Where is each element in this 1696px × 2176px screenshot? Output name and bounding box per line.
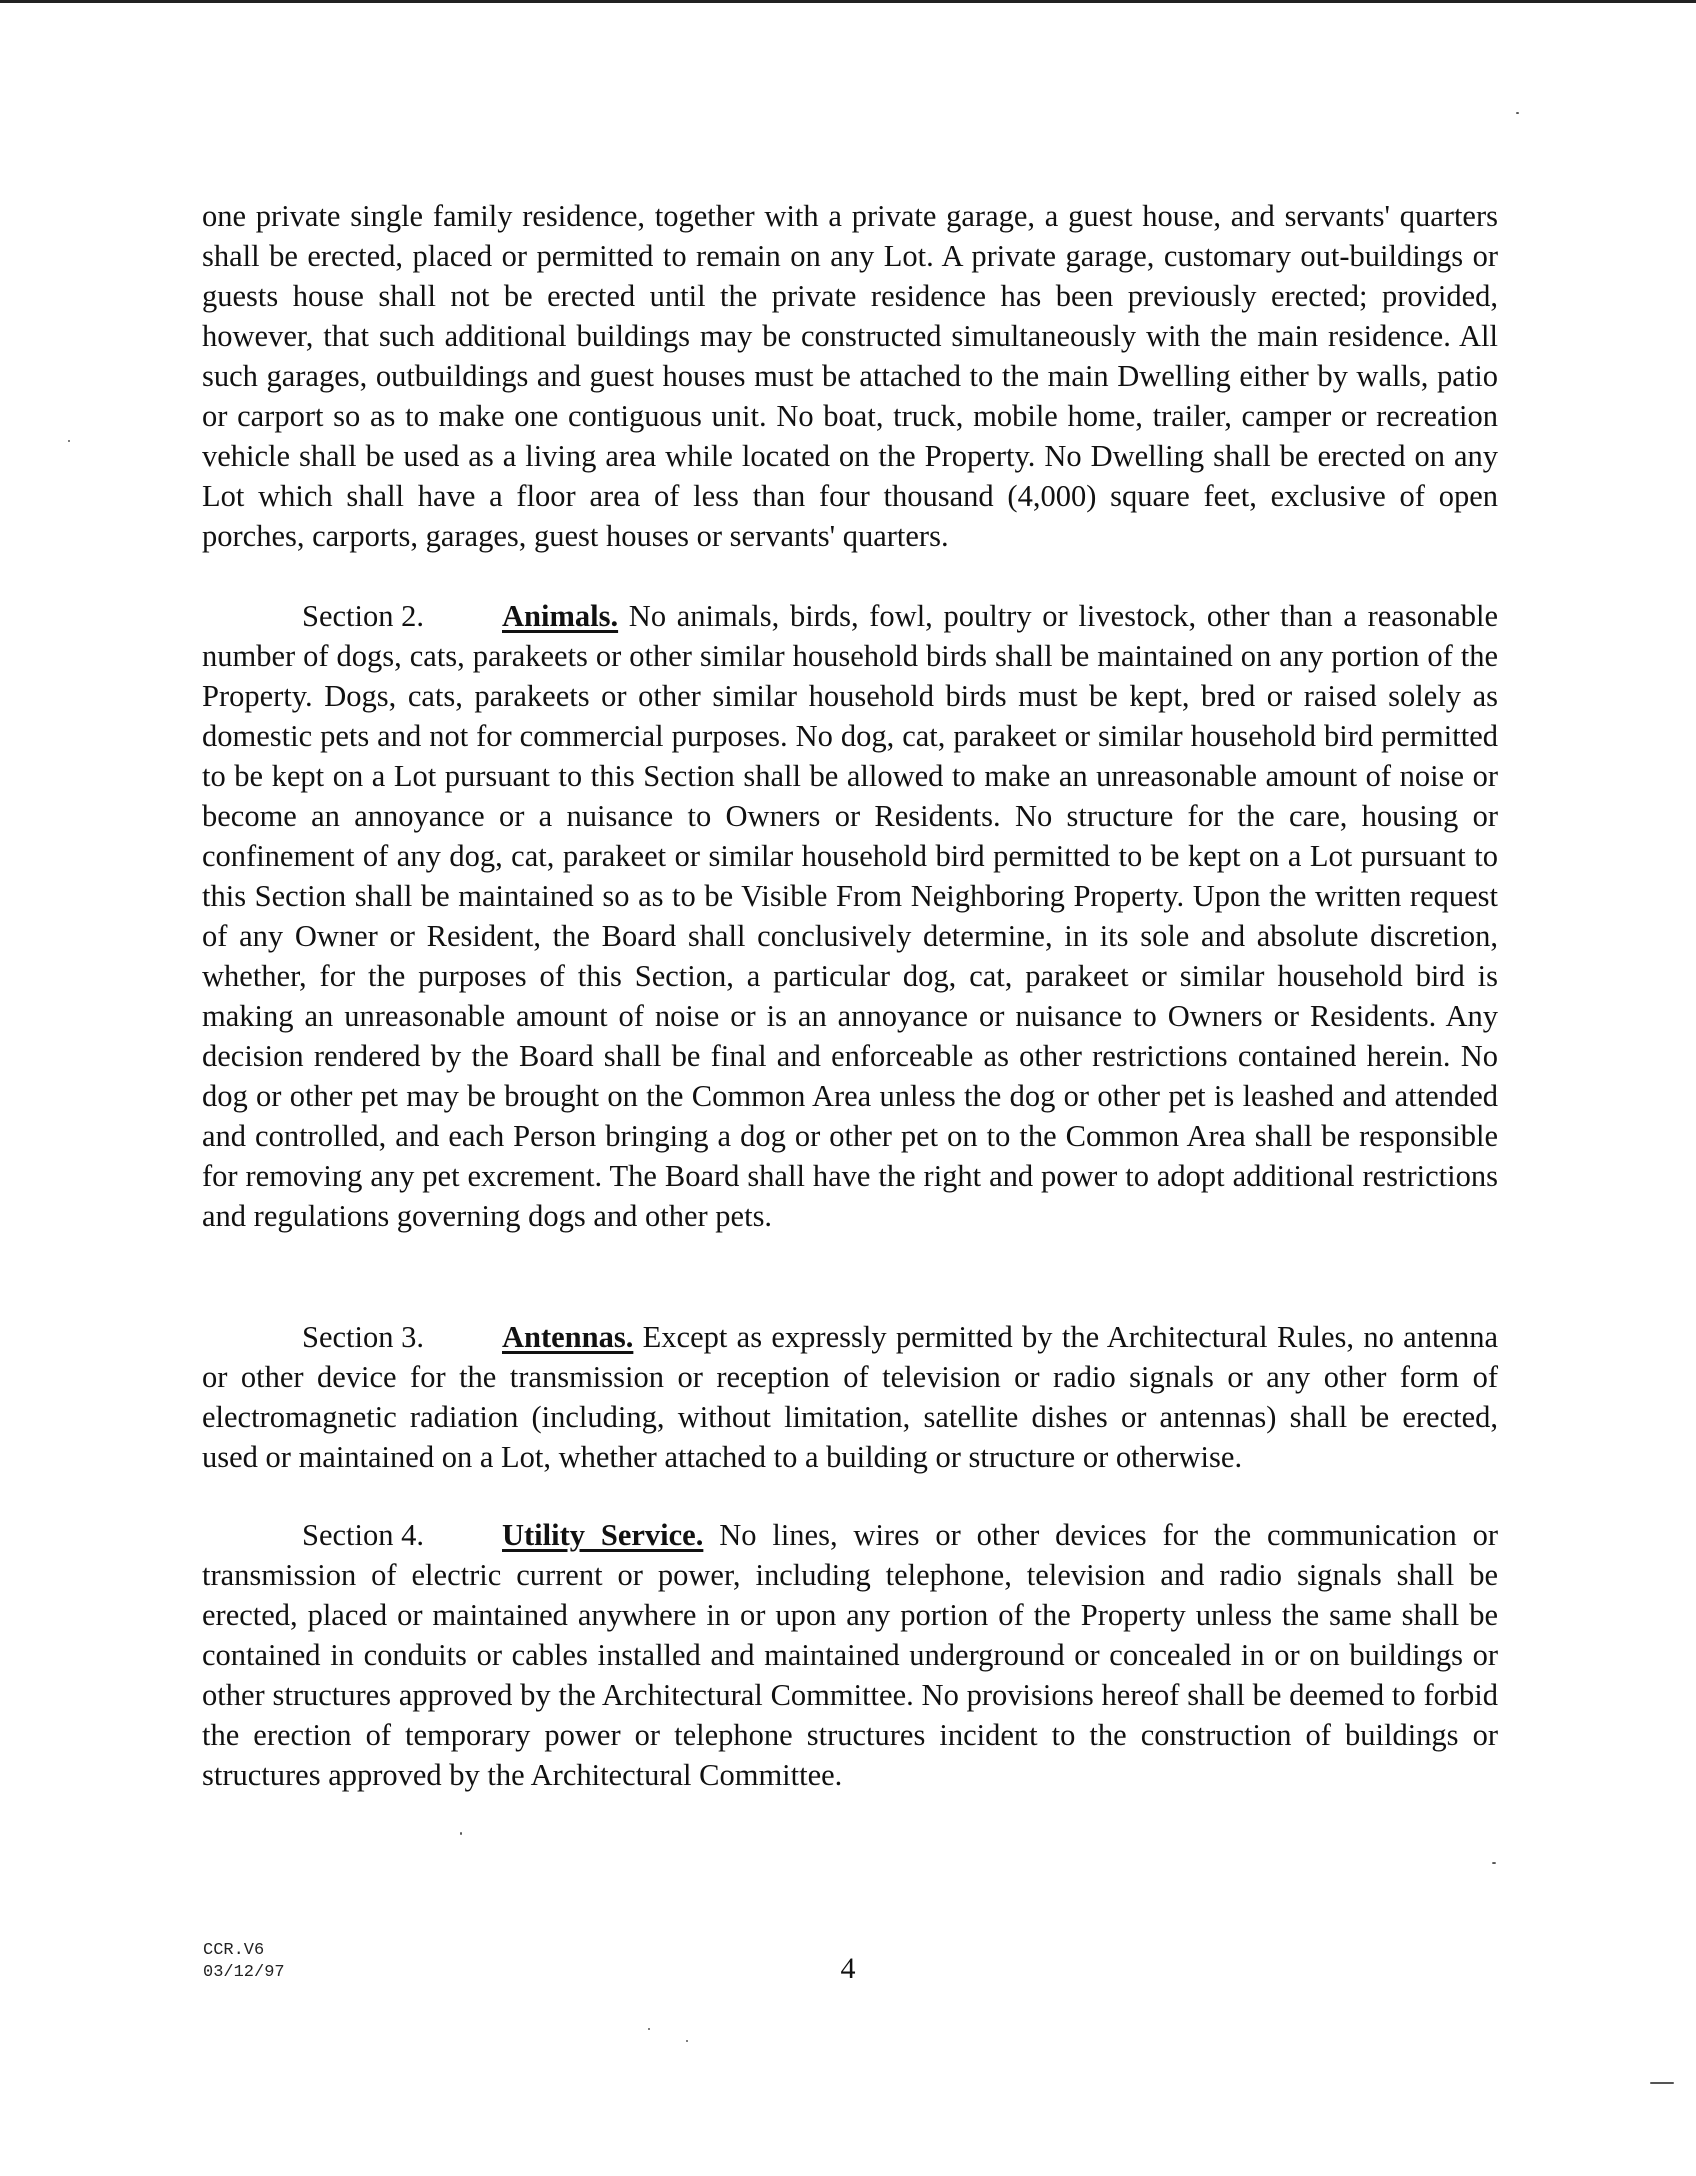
section-label: Section 3. (302, 1320, 424, 1354)
scan-speck (460, 1832, 462, 1835)
section-3-antennas (202, 1317, 1498, 1477)
section-title: Animals. (502, 599, 619, 633)
section-label: Section 4. (302, 1518, 424, 1552)
scan-speck (1492, 1862, 1496, 1864)
section-body: No lines, wires or other devices for the communication or transmission of electric current or power, including telephone, television and radio signals shall be erected, placed or maintained anywhere in or upon any portion of the Property unless the same shall be contained in conduits or cables installed and maintained underground or concealed in or on buildings or other structures approved by the Architectural Committee. No provisions hereof shall be deemed to forbid the erection of temporary power or telephone structures incident to the construction of buildings or structures approved by the Architectural Committee. (202, 1518, 1498, 1792)
scan-speck (1516, 112, 1519, 114)
section-2-animals (202, 596, 1498, 1236)
scan-speck (1650, 2082, 1674, 2084)
section-4-utility-service (202, 1515, 1498, 1795)
scan-speck (648, 2028, 650, 2030)
doc-code: CCR.V6 (203, 1941, 265, 1960)
section-body: No animals, birds, fowl, poultry or livestock, other than a reasonable number of dogs, cats, parakeets or other similar household birds shall be maintained on any portion of the Property. Dogs, cats, parakeets or other similar household birds must be kept, bred or raised solely as domestic pets and not for commercial purposes. No dog, cat, parakeet or similar household bird permitted to be kept on a Lot pursuant to this Section shall be allowed to make an unreasonable amount of noise or become an annoyance or a nuisance to Owners or Residents. No structure for the care, housing or confinement of any dog, cat, parakeet or similar household bird permitted to be kept on a Lot pursuant to this Section shall be maintained so as to be Visible From Neighboring Property. Upon the written request of any Owner or Resident, the Board shall conclusively determine, in its sole and absolute discretion, whether, for the purposes of this Section, a particular dog, cat, parakeet or similar household bird is making an unreasonable amount of noise or is an annoyance or nuisance to Owners or Residents. Any decision rendered by the Board shall be final and enforceable as other restrictions contained herein. No dog or other pet may be brought on the Common Area unless the dog or other pet is leashed and attended and controlled, and each Person bringing a dog or other pet on to the Common Area shall be responsible for removing any pet excrement. The Board shall have the right and power to adopt additional restrictions and regulations governing dogs and other pets. (202, 599, 1499, 1233)
page-number: 4 (840, 1952, 856, 1985)
scan-speck (68, 440, 70, 442)
section-body: Except as expressly permitted by the Architectural Rules, no antenna or other device for the transmission or reception of television or radio signals or any other form of electromagnetic radiation (including, without limitation, satellite dishes or antennas) shall be erected, used or maintained on a Lot, whether attached to a building or structure or otherwise. (202, 1320, 1498, 1474)
section-label: Section 2. (302, 599, 424, 633)
scan-speck (686, 2040, 688, 2042)
top-scan-rule (0, 0, 1696, 3)
continuation-paragraph: one private single family residence, together with a private garage, a guest house, and servants' quarters shall be erected, placed or permitted to remain on any Lot. A private garage, customary out-buildings or guests house shall not be erected until the private residence has been previously erected; provided, however, that such additional buildings may be constructed simultaneously with the main residence. All such garages, outbuildings and guest houses must be attached to the main Dwelling either by walls, patio or carport so as to make one contiguous unit. No boat, truck, mobile home, trailer, camper or recreation vehicle shall be used as a living area while located on the Property. No Dwelling shall be erected on any Lot which shall have a floor area of less than four thousand (4,000) square feet, exclusive of open porches, carports, garages, guest houses or servants' quarters. (202, 199, 1498, 553)
section-title: Utility Service. (502, 1518, 704, 1552)
doc-date: 03/12/97 (203, 1963, 285, 1982)
section-title: Antennas. (502, 1320, 634, 1354)
